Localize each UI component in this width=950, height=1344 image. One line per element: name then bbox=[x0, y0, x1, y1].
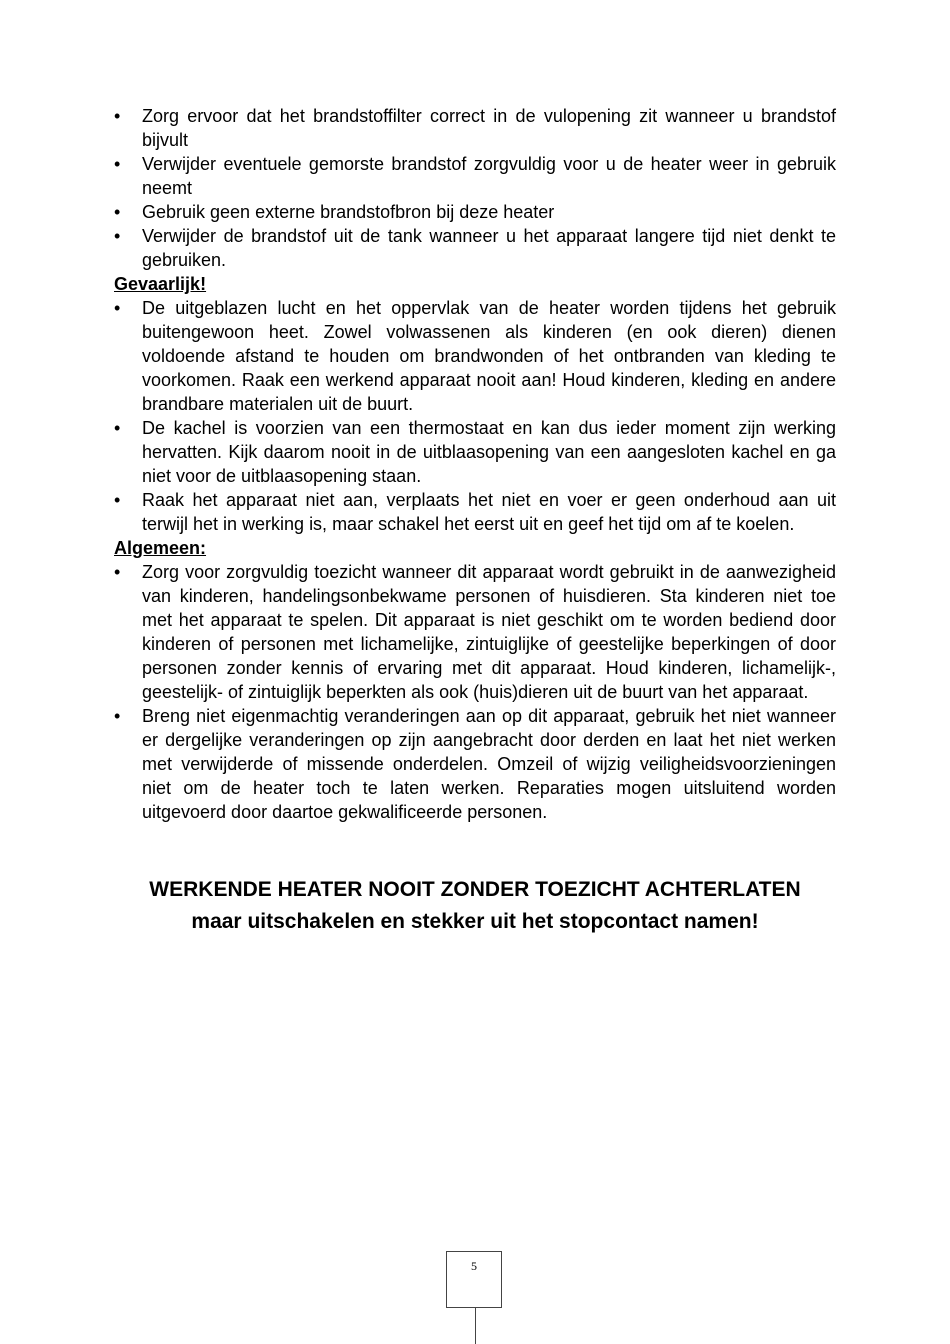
list-item-text: Verwijder eventuele gemorste brandstof zorgvuldig voor u de heater weer in gebruik neemt bbox=[142, 154, 836, 198]
list-item bbox=[114, 224, 836, 272]
bullet-icon: • bbox=[114, 154, 121, 174]
list-item bbox=[114, 152, 836, 200]
general-heading: Algemeen: bbox=[114, 538, 207, 558]
document-body bbox=[114, 104, 836, 824]
list-item-text: Breng niet eigenmachtig veranderingen aan op dit apparaat, gebruik het niet wanneer er dergelijke veranderingen op zijn aangebracht door derden en laat het niet werken met verwijderde of missende onderdelen. Omzeil of wijzig veiligheidsvoorzieningen niet om de heater toch te laten werken. Reparaties mogen uitsluitend worden uitgevoerd door daartoe gekwalificeerde personen. bbox=[142, 706, 836, 822]
bullet-icon: • bbox=[114, 298, 121, 318]
page-number-box bbox=[446, 1251, 502, 1308]
bullet-icon: • bbox=[114, 562, 121, 582]
bullet-icon: • bbox=[114, 490, 121, 510]
list-item bbox=[114, 488, 836, 536]
warning-line-1: WERKENDE HEATER NOOIT ZONDER TOEZICHT ACHTERLATEN bbox=[149, 878, 801, 901]
list-item-text: De uitgeblazen lucht en het oppervlak van de heater worden tijdens het gebruik buitengewoon heet. Zowel volwassenen als kinderen (en ook dieren) dienen voldoende afstand te houden om brandwonden of het ontbranden van kleding te voorkomen. Raak een werkend apparaat nooit aan! Houd kinderen, kleding en andere brandbare materialen uit de buurt. bbox=[142, 298, 836, 414]
danger-heading: Gevaarlijk! bbox=[114, 274, 207, 294]
list-item-text: De kachel is voorzien van een thermostaat en kan dus ieder moment zijn werking hervatten. Kijk daarom nooit in de uitblaasopening van een aangesloten kachel en ga niet voor de uitblaasopening staan. bbox=[142, 418, 836, 486]
list-item-text: Verwijder de brandstof uit de tank wanneer u het apparaat langere tijd niet denkt te gebruiken. bbox=[142, 226, 836, 270]
list-item bbox=[114, 704, 836, 824]
general-list bbox=[114, 560, 836, 824]
list-item bbox=[114, 416, 836, 488]
list-item bbox=[114, 560, 836, 704]
bullet-icon: • bbox=[114, 202, 121, 222]
list-item-text: Zorg voor zorgvuldig toezicht wanneer dit apparaat wordt gebruikt in de aanwezigheid van kinderen, handelingsonbekwame personen of huisdieren. Sta kinderen niet toe met het apparaat te spelen. Dit apparaat is niet geschikt om te worden bediend door kinderen of personen met lichamelijke, zintuiglijke of geestelijke beperkingen of door personen zonder kennis of ervaring met dit apparaat. Houd kinderen, lichamelijk-, geestelijk- of zintuiglijk beperkten als ook (huis)dieren uit de buurt van het apparaat. bbox=[142, 562, 836, 702]
list-item bbox=[114, 200, 836, 224]
warning-line-2: maar uitschakelen en stekker uit het stopcontact namen! bbox=[191, 910, 759, 933]
bullet-icon: • bbox=[114, 106, 121, 126]
list-item-text: Gebruik geen externe brandstofbron bij deze heater bbox=[142, 202, 555, 222]
intro-list bbox=[114, 104, 836, 272]
list-item-text: Raak het apparaat niet aan, verplaats het niet en voer er geen onderhoud aan uit terwijl het in werking is, maar schakel het eerst uit en geef het tijd om af te koelen. bbox=[142, 490, 836, 534]
list-item bbox=[114, 296, 836, 416]
warning-notice bbox=[0, 874, 950, 938]
bullet-icon: • bbox=[114, 706, 121, 726]
page-number-connector bbox=[475, 1307, 476, 1344]
danger-list bbox=[114, 296, 836, 536]
page-number: 5 bbox=[471, 1259, 477, 1273]
bullet-icon: • bbox=[114, 418, 121, 438]
list-item-text: Zorg ervoor dat het brandstoffilter correct in de vulopening zit wanneer u brandstof bijvult bbox=[142, 106, 836, 150]
list-item bbox=[114, 104, 836, 152]
bullet-icon: • bbox=[114, 226, 121, 246]
